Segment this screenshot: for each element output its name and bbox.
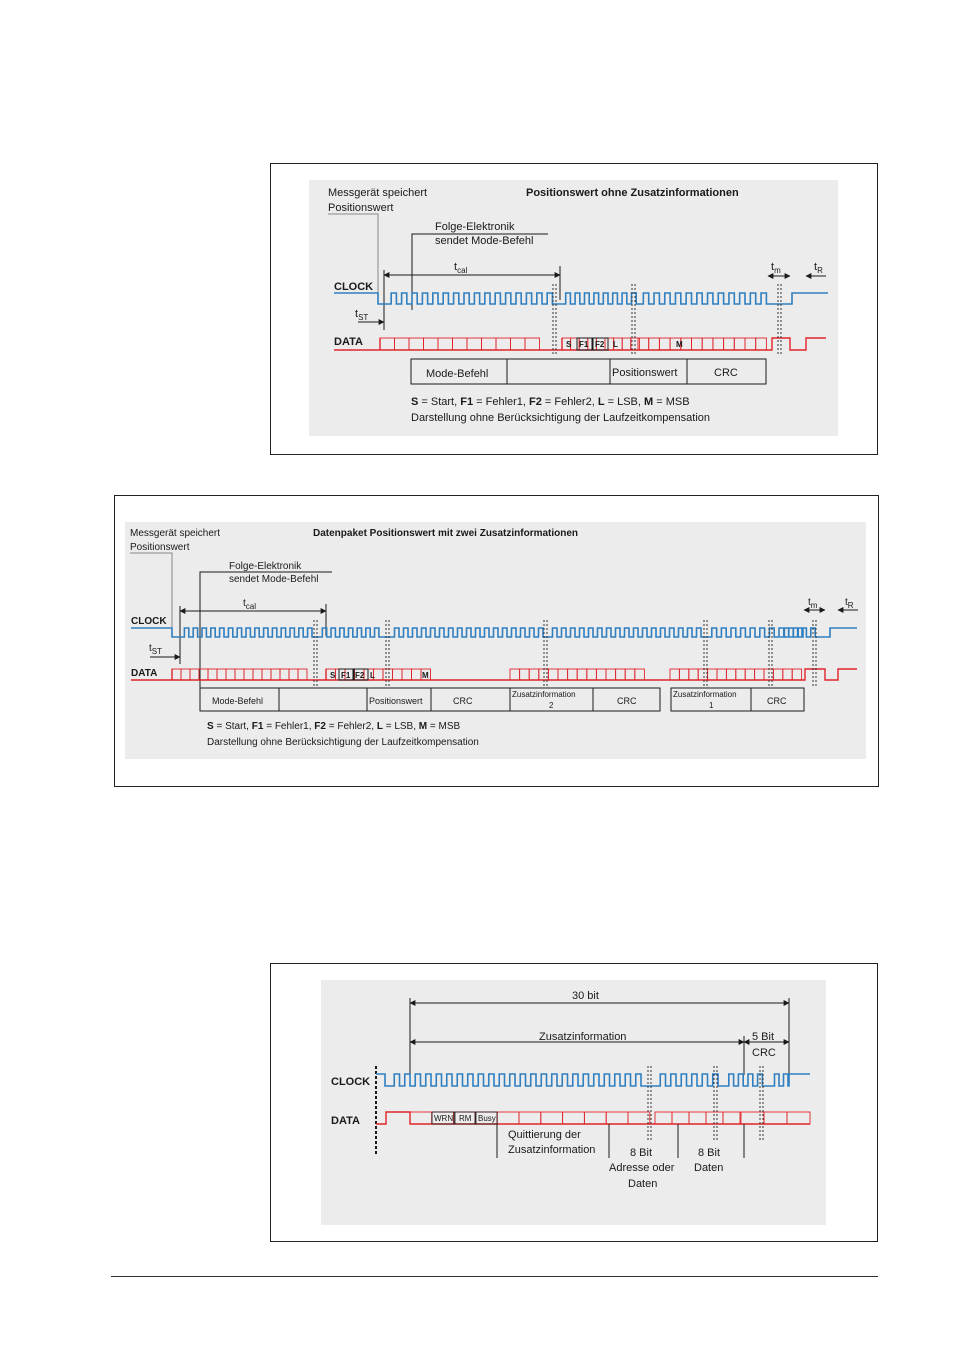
tr-label: $t_R$ (845, 597, 854, 610)
tcal-label: $t_{cal}$ (454, 261, 468, 275)
bit-m: M (676, 340, 683, 349)
store-label-line-2: Positionswert (130, 542, 190, 553)
crc-label: CRC (752, 1047, 776, 1059)
tst-label: $t_{ST}$ (355, 308, 369, 322)
bit-s: S (566, 340, 572, 349)
data-bit-cell (655, 1112, 672, 1124)
segment-mode-befehl: Mode-Befehl (426, 368, 489, 380)
flag-wrn: WRN (434, 1114, 454, 1123)
clock-label: CLOCK (331, 1076, 371, 1088)
store-label-line-1: Messgerät speichert (130, 528, 221, 539)
data-bits-label-line-2: Daten (694, 1162, 724, 1174)
segment-zusatz-1-index: 1 (709, 701, 714, 710)
bit-f2: F2 (355, 671, 365, 680)
segment-mode-befehl: Mode-Befehl (212, 696, 264, 706)
segment-crc-1: CRC (453, 696, 473, 706)
data-bit-cell (787, 1112, 810, 1124)
clock-trace (376, 1074, 810, 1086)
data-bit-cell (628, 1112, 650, 1124)
zusatz-label: Zusatzinformation (539, 1031, 627, 1043)
diagram-2-title: Datenpaket Positionswert mit zwei Zusatzinformationen (313, 528, 579, 539)
data-bit-cell (519, 1112, 541, 1124)
store-label-line-1: Messgerät speichert (328, 187, 428, 199)
follow-label-line-2: sendet Mode-Befehl (229, 574, 319, 585)
crc-bits-label: 5 Bit (752, 1031, 775, 1043)
clock-label: CLOCK (131, 616, 167, 627)
footer-rule (111, 1276, 878, 1277)
ack-label-line-2: Zusatzinformation (508, 1144, 596, 1156)
segment-crc-3: CRC (767, 696, 787, 706)
addr-label-line-2: Adresse oder (609, 1162, 675, 1174)
data-bit-cell (672, 1112, 689, 1124)
data-bit-cell (410, 1112, 432, 1124)
bit-f1: F1 (579, 340, 589, 349)
note: Darstellung ohne Berücksichtigung der Laufzeitkompensation (207, 737, 479, 748)
data-label: DATA (131, 668, 158, 679)
bit-f1: F1 (341, 671, 351, 680)
data-bit-cell (584, 1112, 606, 1124)
tcal-label: $t_{cal}$ (243, 598, 257, 611)
data-bit-cell (563, 1112, 585, 1124)
segment-zusatz-2-index: 2 (549, 701, 554, 710)
segment-zusatz-2: Zusatzinformation (512, 690, 576, 699)
data-label: DATA (331, 1115, 360, 1127)
diagram-1-title: Positionswert ohne Zusatzinformationen (526, 187, 739, 199)
data-bit-cell (741, 1112, 764, 1124)
clock-label: CLOCK (334, 281, 374, 293)
bit-l: L (370, 671, 375, 680)
flag-rm: RM (459, 1114, 472, 1123)
note: Darstellung ohne Berücksichtigung der Laufzeitkompensation (411, 412, 711, 424)
data-label: DATA (334, 336, 363, 348)
bit-l: L (613, 340, 618, 349)
addr-label-line-1: 8 Bit (630, 1147, 653, 1159)
follow-label-line-2: sendet Mode-Befehl (435, 235, 534, 247)
store-label-line-2: Positionswert (328, 202, 394, 214)
bit-s: S (330, 671, 336, 680)
data-bits-label-line-1: 8 Bit (698, 1147, 721, 1159)
bit-f2: F2 (595, 340, 605, 349)
segment-zusatz-1: Zusatzinformation (673, 690, 737, 699)
addr-label-line-3: Daten (628, 1178, 658, 1190)
clock-waveform (376, 1074, 810, 1086)
total-bits-label: 30 bit (572, 990, 599, 1002)
segment-crc: CRC (714, 367, 738, 379)
follow-label-line-1: Folge-Elektronik (435, 221, 515, 233)
data-bit-cell (541, 1112, 563, 1124)
segment-positionswert: Positionswert (612, 367, 678, 379)
tst-label: $t_{ST}$ (149, 643, 163, 656)
tr-label: $t_R$ (814, 261, 823, 275)
data-bit-cell (606, 1112, 628, 1124)
data-bit-cell (497, 1112, 519, 1124)
bit-m: M (422, 671, 429, 680)
data-bit-cell (764, 1112, 787, 1124)
data-bit-cell (689, 1112, 706, 1124)
segment-crc-2: CRC (617, 696, 637, 706)
legend: S = Start, F1 = Fehler1, F2 = Fehler2, L = LSB, M = MSB (207, 721, 461, 732)
ack-label-line-1: Quittierung der (508, 1129, 581, 1141)
tm-label: $t_m$ (771, 261, 781, 275)
legend: S = Start, F1 = Fehler1, F2 = Fehler2, L = LSB, M = MSB (411, 396, 690, 408)
segment-positionswert: Positionswert (369, 696, 423, 706)
follow-label-line-1: Folge-Elektronik (229, 561, 302, 572)
flag-cells (432, 1112, 497, 1124)
flag-busy: Busy (478, 1114, 496, 1123)
tm-label: $t_m$ (808, 597, 818, 610)
data-bit-cell (723, 1112, 740, 1124)
